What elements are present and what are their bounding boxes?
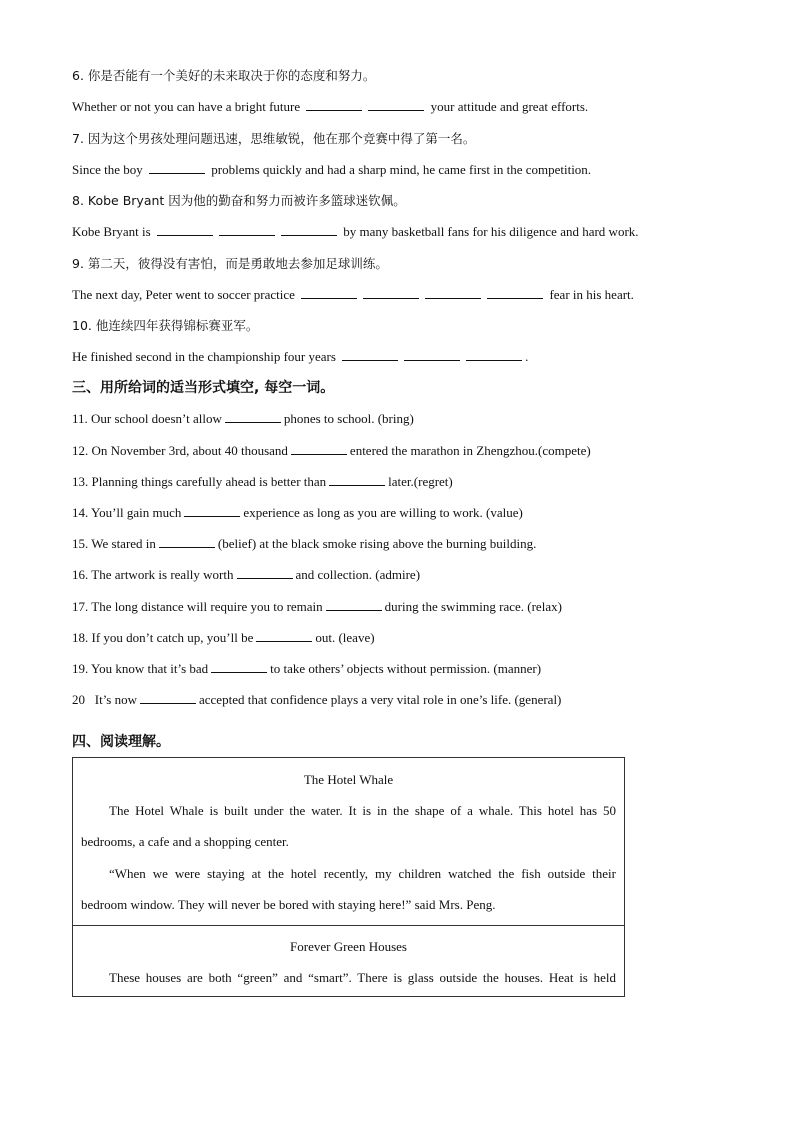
q8-chinese: 8. Kobe Bryant 因为他的勤奋和努力而被许多篮球迷钦佩。 [72,193,406,208]
answer-blank[interactable] [157,224,213,236]
passage2-line: These houses are both “green” and “smart”. There is glass outside the houses. Heat is held [109,970,616,985]
q7-english [72,162,591,178]
q19-text-a: 19. You know that it’s bad [72,661,209,676]
q16 [72,567,420,583]
answer-blank[interactable] [363,287,419,299]
q12 [72,443,591,459]
q8-text-b: by many basketball fans for his diligence and hard work. [343,224,639,239]
q15 [72,536,536,552]
answer-blank[interactable] [425,287,481,299]
answer-blank[interactable] [281,224,337,236]
answer-blank[interactable] [159,536,215,548]
answer-blank[interactable] [466,349,522,361]
answer-blank[interactable] [404,349,460,361]
answer-blank[interactable] [326,599,382,611]
answer-blank[interactable] [237,567,293,579]
answer-blank[interactable] [329,474,385,486]
answer-blank[interactable] [342,349,398,361]
q16-text-a: 16. The artwork is really worth [72,567,234,582]
answer-blank[interactable] [306,99,362,111]
q8-english [72,224,639,240]
q10-text-a: He finished second in the championship four years [72,349,336,364]
q9-text-a: The next day, Peter went to soccer practice [72,287,295,302]
q12-text-b: entered the marathon in Zhengzhou.(compete) [349,443,591,458]
q20-text-a: 20 It’s now [72,692,137,707]
answer-blank[interactable] [140,692,196,704]
q9-chinese: 9. 第二天，彼得没有害怕，而是勇敢地去参加足球训练。 [72,256,388,271]
q20-text-b: accepted that confidence plays a very vital role in one’s life. (general) [199,692,562,707]
q9-english [72,287,634,303]
q6-text-a: Whether or not you can have a bright future [72,99,301,114]
answer-blank[interactable] [219,224,275,236]
q7-text-b: problems quickly and had a sharp mind, he came first in the competition. [211,162,592,177]
q11 [72,411,414,427]
answer-blank[interactable] [487,287,543,299]
reading-passage-table [72,757,625,997]
q6-english [72,99,588,115]
passage1-line: bedrooms, a cafe and a shopping center. [81,834,289,849]
q15-text-b: (belief) at the black smoke rising above the burning building. [217,536,537,551]
q8-text-a: Kobe Bryant is [72,224,151,239]
q20 [72,692,561,708]
answer-blank[interactable] [301,287,357,299]
q17 [72,599,562,615]
q17-text-b: during the swimming race. (relax) [384,599,562,614]
passage1-line: The Hotel Whale is built under the water. It is in the shape of a whale. This hotel has 50 [109,803,616,818]
q10-chinese: 10. 他连续四年获得锦标赛亚军。 [72,318,259,333]
q15-text-a: 15. We stared in [72,536,156,551]
answer-blank[interactable] [368,99,424,111]
q19 [72,661,541,677]
q6-chinese: 6. 你是否能有一个美好的未来取决于你的态度和努力。 [72,68,376,83]
q13 [72,474,453,490]
section3-heading: 三、用所给词的适当形式填空, 每空一词。 [72,380,335,396]
q19-text-b: to take others’ objects without permission. (manner) [270,661,542,676]
q7-chinese: 7. 因为这个男孩处理问题迅速，思维敏锐，他在那个竞赛中得了第一名。 [72,131,476,146]
q10-english [72,349,528,365]
q14-text-b: experience as long as you are willing to work. (value) [243,505,523,520]
passage1-line: bedroom window. They will never be bored with staying here!” said Mrs. Peng. [81,897,496,912]
q16-text-b: and collection. (admire) [295,567,421,582]
answer-blank[interactable] [184,505,240,517]
q13-text-b: later.(regret) [388,474,453,489]
q13-text-a: 13. Planning things carefully ahead is better than [72,474,327,489]
q9-text-b: fear in his heart. [549,287,634,302]
answer-blank[interactable] [225,411,281,423]
q14 [72,505,523,521]
answer-blank[interactable] [291,443,347,455]
q14-text-a: 14. You’ll gain much [72,505,182,520]
q18 [72,630,375,646]
answer-blank[interactable] [149,162,205,174]
section4-heading: 四、阅读理解。 [72,734,170,750]
q12-text-a: 12. On November 3rd, about 40 thousand [72,443,288,458]
q7-text-a: Since the boy [72,162,143,177]
q18-text-a: 18. If you don’t catch up, you’ll be [72,630,254,645]
passage1-title: The Hotel Whale [303,772,394,787]
q11-text-b: phones to school. (bring) [283,411,414,426]
q6-text-b: your attitude and great efforts. [430,99,589,114]
q18-text-b: out. (leave) [315,630,375,645]
table-divider [73,925,624,926]
q17-text-a: 17. The long distance will require you to remain [72,599,323,614]
q10-text-b: . [525,349,529,364]
q11-text-a: 11. Our school doesn’t allow [72,411,222,426]
passage1-line: “When we were staying at the hotel recently, my children watched the fish outside their [109,866,616,881]
answer-blank[interactable] [211,661,267,673]
passage2-title: Forever Green Houses [290,939,407,954]
answer-blank[interactable] [256,630,312,642]
